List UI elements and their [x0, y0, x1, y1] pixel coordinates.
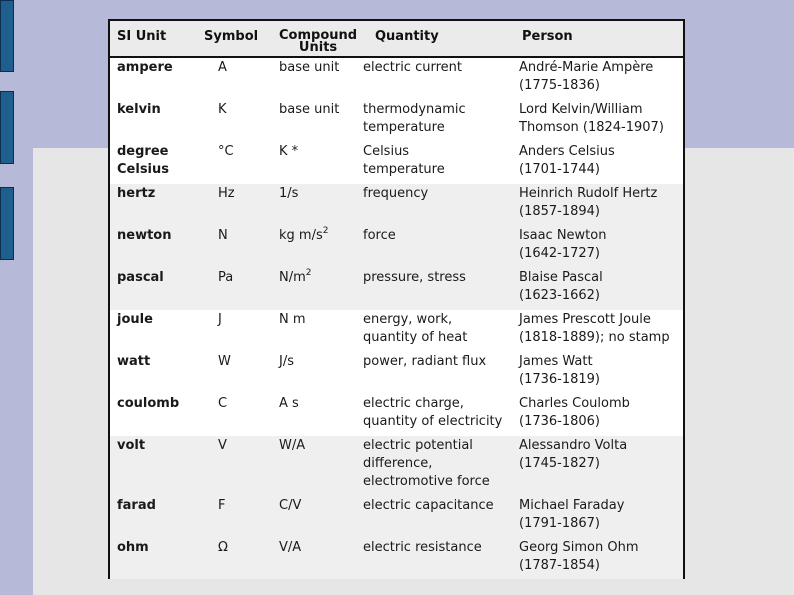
compound-text: N/m	[279, 270, 306, 285]
cell-quantity	[363, 57, 518, 100]
table-row	[110, 57, 685, 100]
person-line: James Watt	[519, 354, 593, 369]
quantity-line: electric current	[363, 60, 462, 75]
cell-compound	[279, 436, 363, 496]
person-line: Georg Simon Ohm	[519, 540, 639, 555]
cell-person	[518, 268, 685, 310]
cell-symbol: Ω	[204, 538, 279, 579]
header-si-unit: SI Unit	[110, 20, 204, 57]
person-line: Alessandro Volta	[519, 438, 628, 453]
person-line: (1745-1827)	[519, 456, 601, 471]
cell-quantity	[363, 538, 518, 579]
cell-compound	[279, 538, 363, 579]
compound-text: W/A	[279, 438, 306, 453]
cell-unit: watt	[117, 354, 151, 369]
table-row	[110, 226, 685, 268]
cell-quantity	[363, 268, 518, 310]
quantity-line: frequency	[363, 186, 429, 201]
person-line: Blaise Pascal	[519, 270, 603, 285]
table-row	[110, 100, 685, 142]
cell-symbol: Hz	[204, 184, 279, 226]
quantity-line: electric potential	[363, 438, 473, 453]
cell-person	[518, 538, 685, 579]
person-line: André-Marie Ampère	[519, 60, 654, 75]
compound-text: base unit	[279, 102, 340, 117]
compound-text: kg m/s	[279, 228, 323, 243]
cell-unit: degree Celsius	[117, 144, 169, 177]
compound-exponent: 2	[322, 226, 329, 236]
cell-compound	[279, 100, 363, 142]
cell-compound	[279, 57, 363, 100]
cell-symbol: W	[218, 354, 231, 369]
compound-text: A s	[279, 396, 299, 411]
quantity-line: electric resistance	[363, 540, 482, 555]
header-quantity: Quantity	[363, 20, 518, 57]
table-row	[110, 310, 685, 352]
table-header-row	[110, 20, 685, 57]
quantity-line: Celsius	[363, 144, 410, 159]
cell-symbol: Pa	[204, 268, 279, 310]
person-line: Charles Coulomb	[519, 396, 630, 411]
table-row	[110, 142, 685, 184]
quantity-line: force	[363, 228, 396, 243]
cell-quantity	[363, 310, 518, 352]
compound-text: C/V	[279, 498, 302, 513]
person-line: Michael Faraday	[519, 498, 625, 513]
cell-compound	[279, 352, 363, 394]
quantity-line: temperature	[363, 120, 445, 135]
slide-tab-2	[0, 91, 14, 164]
cell-person	[518, 57, 685, 100]
header-compound-line1: Compound	[279, 28, 358, 43]
si-units-table	[108, 19, 685, 579]
table-row	[110, 436, 685, 496]
cell-unit: coulomb	[117, 396, 180, 411]
cell-symbol: C	[218, 396, 228, 411]
header-symbol: Symbol	[204, 20, 279, 57]
quantity-line: difference,	[363, 456, 433, 471]
cell-unit: hertz	[110, 184, 204, 226]
cell-compound	[279, 184, 363, 226]
cell-compound	[279, 268, 363, 310]
person-line: Isaac Newton	[519, 228, 607, 243]
table-row	[110, 268, 685, 310]
table-row	[110, 496, 685, 538]
cell-unit: volt	[110, 436, 204, 496]
cell-person	[518, 436, 685, 496]
quantity-line: quantity of electricity	[363, 414, 503, 429]
quantity-line: power, radiant flux	[363, 354, 487, 369]
cell-compound	[279, 226, 363, 268]
quantity-line: temperature	[363, 162, 445, 177]
person-line: Thomson (1824-1907)	[519, 120, 664, 135]
header-compound-line2: Units	[298, 40, 338, 55]
cell-unit: newton	[110, 226, 204, 268]
cell-compound	[279, 394, 363, 436]
cell-symbol: K	[218, 102, 227, 117]
cell-quantity	[363, 394, 518, 436]
cell-quantity	[363, 496, 518, 538]
quantity-line: quantity of heat	[363, 330, 468, 345]
quantity-line: electromotive force	[363, 474, 490, 489]
person-line: (1642-1727)	[519, 246, 601, 261]
compound-text: V/A	[279, 540, 302, 555]
cell-quantity	[363, 352, 518, 394]
table-row	[110, 352, 685, 394]
header-person: Person	[518, 20, 685, 57]
cell-person	[518, 184, 685, 226]
table-row	[110, 184, 685, 226]
compound-text: K *	[279, 144, 299, 159]
cell-compound	[279, 310, 363, 352]
table-row	[110, 538, 685, 579]
quantity-line: thermodynamic	[363, 102, 466, 117]
cell-person	[518, 352, 685, 394]
person-line: (1736-1806)	[519, 414, 601, 429]
quantity-line: electric capacitance	[363, 498, 494, 513]
cell-person	[518, 496, 685, 538]
person-line: Anders Celsius	[519, 144, 615, 159]
cell-person	[518, 226, 685, 268]
cell-unit: ohm	[110, 538, 204, 579]
quantity-line: electric charge,	[363, 396, 464, 411]
compound-text: 1/s	[279, 186, 299, 201]
compound-text: J/s	[279, 354, 294, 369]
person-line: James Prescott Joule	[519, 312, 651, 327]
person-line: (1857-1894)	[519, 204, 601, 219]
cell-person	[518, 100, 685, 142]
cell-symbol: N	[204, 226, 279, 268]
cell-quantity	[363, 142, 518, 184]
compound-text: base unit	[279, 60, 340, 75]
header-compound-units	[279, 20, 363, 57]
cell-quantity	[363, 100, 518, 142]
cell-quantity	[363, 184, 518, 226]
cell-unit: pascal	[110, 268, 204, 310]
table-row	[110, 394, 685, 436]
cell-unit: farad	[110, 496, 204, 538]
person-line: (1701-1744)	[519, 162, 601, 177]
compound-exponent: 2	[305, 268, 312, 278]
cell-symbol: V	[204, 436, 279, 496]
quantity-line: pressure, stress	[363, 270, 466, 285]
cell-symbol: A	[218, 60, 227, 75]
cell-person	[518, 310, 685, 352]
person-line: (1775-1836)	[519, 78, 601, 93]
compound-text: N m	[279, 312, 306, 327]
cell-symbol: J	[218, 312, 222, 327]
person-line: Heinrich Rudolf Hertz	[519, 186, 658, 201]
quantity-line: energy, work,	[363, 312, 453, 327]
cell-compound	[279, 142, 363, 184]
person-line: (1623-1662)	[519, 288, 601, 303]
cell-unit: kelvin	[117, 102, 161, 117]
cell-person	[518, 142, 685, 184]
cell-compound	[279, 496, 363, 538]
cell-quantity	[363, 226, 518, 268]
cell-symbol: °C	[218, 144, 234, 159]
slide-tab-3	[0, 187, 14, 260]
person-line: (1791-1867)	[519, 516, 601, 531]
cell-symbol: F	[204, 496, 279, 538]
person-line: (1818-1889); no stamp	[519, 330, 670, 345]
cell-unit: ampere	[117, 60, 173, 75]
cell-person	[518, 394, 685, 436]
slide-tab-1	[0, 0, 14, 72]
cell-unit: joule	[117, 312, 153, 327]
person-line: Lord Kelvin/William	[519, 102, 643, 117]
person-line: (1736-1819)	[519, 372, 601, 387]
cell-quantity	[363, 436, 518, 496]
person-line: (1787-1854)	[519, 558, 601, 573]
